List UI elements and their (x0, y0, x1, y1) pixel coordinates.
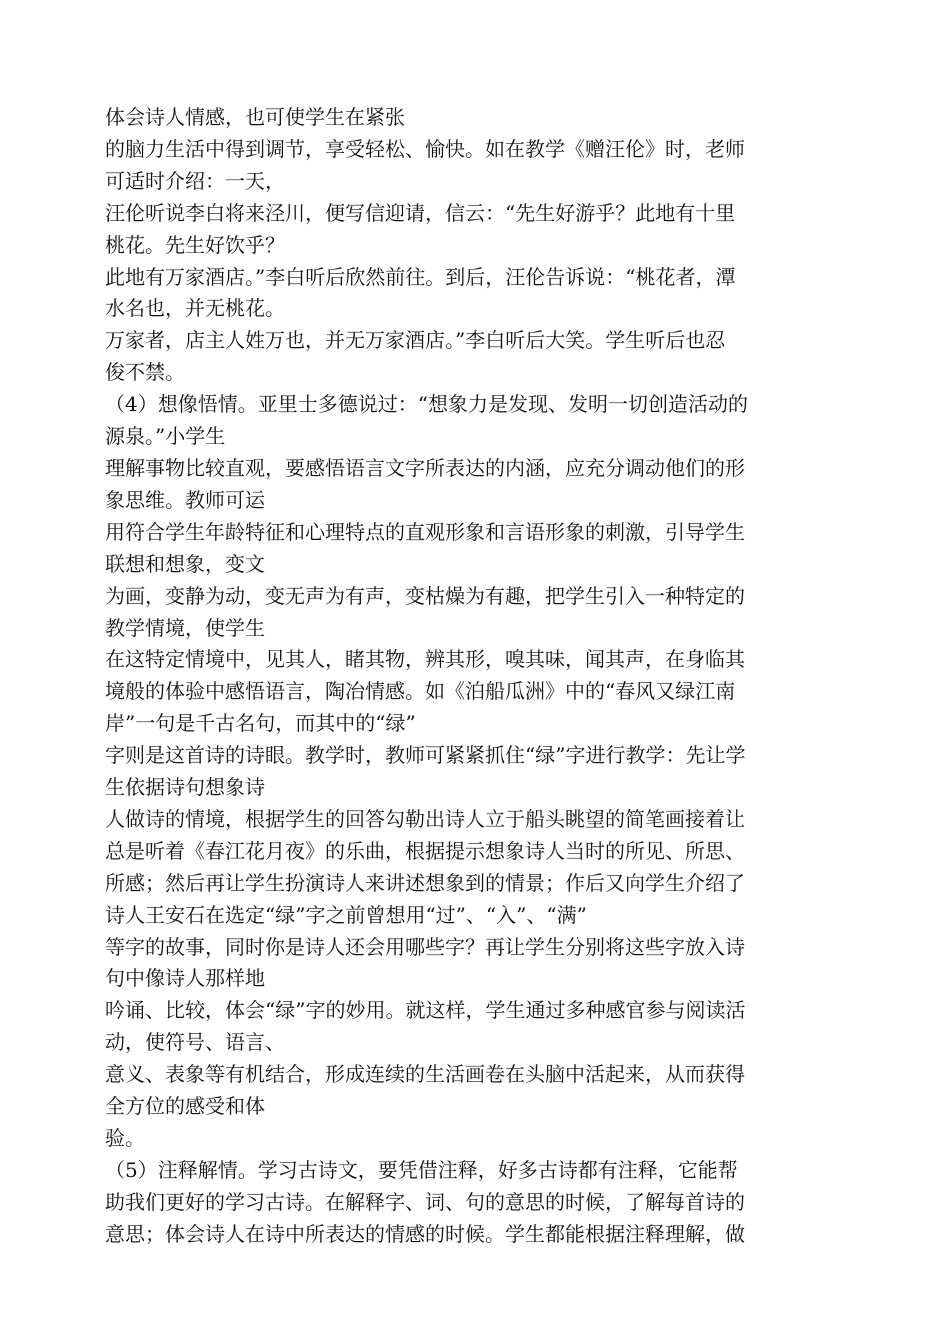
text-line: 人做诗的情境，根据学生的回答勾勒出诗人立于船头眺望的简笔画接着让 (105, 806, 745, 831)
text-line: 等字的故事，同时你是诗人还会用哪些字？再让学生分别将这些字放入诗 (105, 934, 745, 959)
text-line: 吟诵、比较，体会“绿”字的妙用。就这样，学生通过多种感官参与阅读活 (105, 998, 746, 1023)
text-line: 的脑力生活中得到调节，享受轻松、愉快。如在教学《赠汪伦》时，老师 (105, 136, 745, 161)
text-line: 可适时介绍：一天， (105, 168, 285, 193)
text-line: 此地有万家酒店。”李白听后欣然前往。到后，汪伦告诉说：“桃花者，潭 (105, 264, 736, 289)
text-line: 体会诗人情感，也可使学生在紧张 (105, 105, 405, 129)
text-line: 汪伦听说李白将来泾川，便写信迎请，信云：“先生好游乎？此地有十里 (105, 200, 736, 225)
text-line: 用符合学生年龄特征和心理特点的直观形象和言语形象的刺激，引导学生 (105, 519, 745, 544)
text-line: 万家者，店主人姓万也，并无万家酒店。”李白听后大笑。学生听后也忍 (105, 328, 726, 353)
text-line: 象思维。教师可运 (105, 487, 265, 512)
text-line: 在这特定情境中，见其人，睹其物，辨其形，嗅其味，闻其声，在身临其 (105, 647, 745, 672)
text-line: 字则是这首诗的诗眼。教学时，教师可紧紧抓住“绿”字进行教学：先让学 (105, 743, 746, 768)
text-line: 助我们更好的学习古诗。在解释字、词、句的意思的时候，了解每首诗的 (105, 1189, 745, 1214)
text-line: 验。 (105, 1126, 145, 1150)
text-line: 桃花。先生好饮乎？ (105, 232, 285, 257)
text-line: 境般的体验中感悟语言，陶冶情感。如《泊船瓜洲》中的“春风又绿江南 (105, 679, 736, 704)
document-body (105, 102, 850, 1251)
text-line: 理解事物比较直观，要感悟语言文字所表达的内涵，应充分调动他们的形 (105, 455, 745, 480)
text-line: 所感；然后再让学生扮演诗人来讲述想象到的情景；作后又向学生介绍了 (105, 870, 745, 895)
text-line: 诗人王安石在选定“绿”字之前曾想用“过”、“入”、“满” (105, 902, 587, 927)
text-line: 句中像诗人那样地 (105, 966, 265, 991)
text-line: 源泉。”小学生 (105, 424, 226, 449)
text-line: 意义、表象等有机结合，形成连续的生活画卷在头脑中活起来，从而获得 (105, 1062, 745, 1087)
text-line: （4）想像悟情。亚里士多德说过：“想象力是发现、发明一切创造活动的 (105, 392, 748, 417)
text-line: 全方位的感受和体 (105, 1094, 265, 1119)
text-line: 俊不禁。 (105, 360, 185, 385)
text-line: 教学情境，使学生 (105, 615, 265, 640)
text-line: （5）注释解情。学习古诗文，要凭借注释，好多古诗都有注释，它能帮 (105, 1157, 738, 1182)
text-line: 总是听着《春江花月夜》的乐曲，根据提示想象诗人当时的所见、所思、 (105, 838, 745, 863)
text-line: 意思；体会诗人在诗中所表达的情感的时候。学生都能根据注释理解，做 (105, 1221, 745, 1246)
text-line: 岸”一句是千古名句，而其中的“绿” (105, 711, 416, 736)
text-line: 联想和想象，变文 (105, 551, 265, 576)
text-line: 水名也，并无桃花。 (105, 296, 285, 321)
text-line: 动，使符号、语言、 (105, 1030, 285, 1055)
text-line: 为画，变静为动，变无声为有声，变枯燥为有趣，把学生引入一种特定的 (105, 583, 745, 608)
text-line: 生依据诗句想象诗 (105, 775, 265, 800)
